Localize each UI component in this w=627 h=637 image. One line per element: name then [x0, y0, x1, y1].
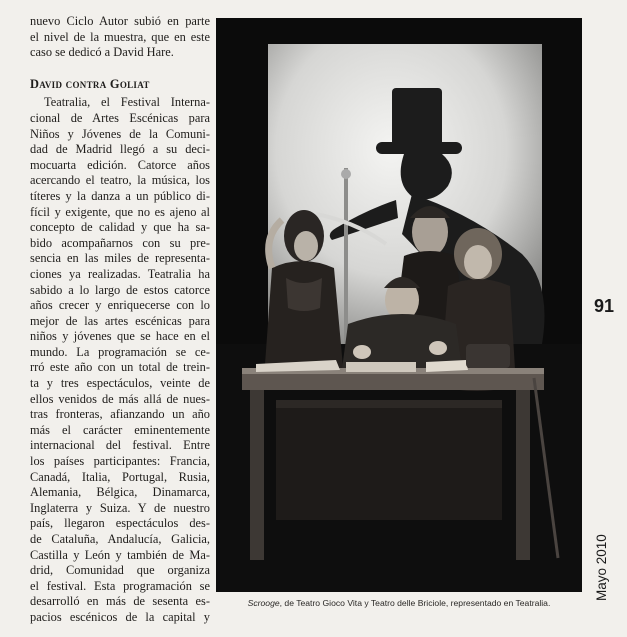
text-line: Niños y Jóvenes de la Comuni-: [30, 126, 210, 141]
stage-photo: [216, 18, 582, 592]
article-body-paragraph: [30, 95, 210, 625]
caption-text: , de Teatro Gioco Vita y Teatro delle Briciole, representado en Teatralia.: [279, 598, 551, 608]
text-line: el festival. Esta programación se: [30, 578, 210, 593]
text-line: Canadá, Italia, Portugal, Rusia,: [30, 469, 210, 484]
text-line: Alemania, Bélgica, Dinamarca,: [30, 485, 210, 500]
text-line: dad de Madrid llegó a su deci-: [30, 142, 210, 157]
text-line: ciones ya realizadas. Teatralia ha: [30, 266, 210, 281]
text-line: nuevo Ciclo Autor subió en parte: [30, 14, 210, 28]
text-line: fícil y exigente, que no es ajeno al: [30, 204, 210, 219]
text-line: más el carácter eminentemente: [30, 422, 210, 437]
text-line: mejor de las artes escénicas para: [30, 313, 210, 328]
text-line: los países participantes: Francia,: [30, 454, 210, 469]
article-intro-paragraph: [30, 14, 210, 61]
photo-caption: [216, 598, 582, 608]
text-line: Teatralia, el Festival Interna-: [44, 95, 210, 110]
text-line: bido acompañarnos con su pre-: [30, 235, 210, 250]
text-line: niños y jóvenes que se hace en el: [30, 329, 210, 344]
text-line: ta y tres espectáculos, veinte de: [30, 376, 210, 391]
text-line: caso se dedicó a David Hare.: [30, 45, 174, 60]
text-line: Inglaterra y Suiza. Y de nuestro: [30, 500, 210, 515]
text-line: de Cataluña, Andalucía, Galicia,: [30, 532, 210, 546]
text-line: desarrolló en más de sesenta es-: [30, 594, 210, 609]
caption-title: Scrooge: [247, 598, 280, 608]
text-line: acercando el teatro, la música, los: [30, 173, 210, 188]
text-line: mundo. La programación se ce-: [30, 344, 210, 359]
text-line: títeres y la danza a un público di-: [30, 188, 210, 203]
issue-date: Mayo 2010: [594, 534, 609, 601]
text-line: cional de Artes Escénicas para: [30, 110, 210, 125]
text-line: internacional del festival. Entre: [30, 438, 210, 453]
article-column: [30, 14, 210, 626]
page-number: 91: [594, 296, 615, 316]
text-line: país, llegaron espectáculos des-: [30, 516, 210, 531]
section-heading: David contra Goliat: [30, 76, 150, 91]
text-line: sencia en las miles de representa-: [30, 251, 210, 266]
text-line: pacios escénicos de la capital y: [30, 609, 210, 624]
text-line: sabido a lo largo de estos catorce: [30, 282, 210, 297]
text-line: concepto de calidad y que ha sa-: [30, 220, 210, 235]
text-line: años crecer y enriquecerse con lo: [30, 298, 210, 313]
text-line: Castilla y León y también de Ma-: [30, 547, 210, 562]
text-line: el nivel de la muestra, que en este: [30, 29, 210, 44]
stage-photo-illustration: [216, 18, 582, 592]
text-line: drid, Comunidad que organiza: [30, 563, 210, 578]
text-line: ellos venidos de más allá de nues-: [30, 391, 210, 406]
text-line: tras fronteras, afianzando un año: [30, 407, 210, 422]
text-line: mocuarta edición. Catorce años: [30, 157, 210, 172]
text-line: rró este año con un total de trein-: [30, 360, 210, 375]
